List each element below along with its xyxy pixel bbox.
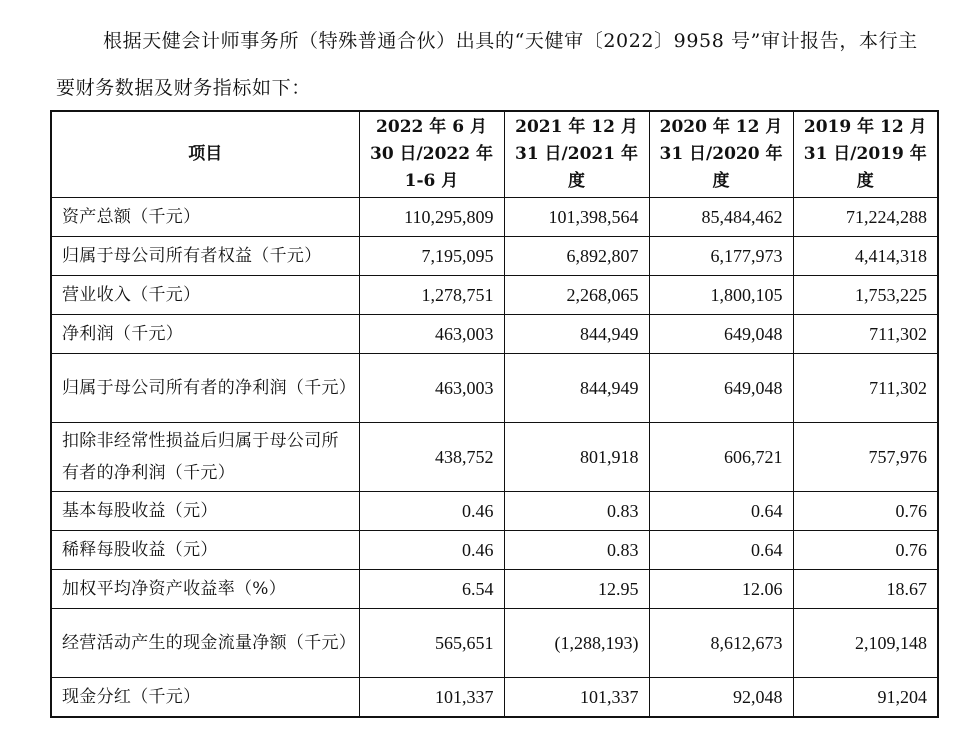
row-label: 稀释每股收益（元） xyxy=(51,531,359,570)
cell-value: 2,109,148 xyxy=(793,609,938,678)
row-label: 现金分红（千元） xyxy=(51,678,359,718)
cell-value: 6,177,973 xyxy=(649,237,793,276)
cell-value: 801,918 xyxy=(504,423,649,492)
cell-value: 91,204 xyxy=(793,678,938,718)
cell-value: 649,048 xyxy=(649,315,793,354)
cell-value: 6,892,807 xyxy=(504,237,649,276)
cell-value: 0.83 xyxy=(504,492,649,531)
cell-value: 0.64 xyxy=(649,531,793,570)
cell-value: 71,224,288 xyxy=(793,198,938,237)
cell-value: 0.76 xyxy=(793,492,938,531)
row-label: 归属于母公司所有者的净利润（千元） xyxy=(51,354,359,423)
cell-value: 4,414,318 xyxy=(793,237,938,276)
cell-value: 18.67 xyxy=(793,570,938,609)
table-row xyxy=(51,198,938,237)
table-row xyxy=(51,315,938,354)
cell-value: 1,278,751 xyxy=(359,276,504,315)
cell-value: 1,753,225 xyxy=(793,276,938,315)
cell-value: 0.46 xyxy=(359,492,504,531)
cell-value: 85,484,462 xyxy=(649,198,793,237)
cell-value: 101,337 xyxy=(359,678,504,718)
cell-value: 711,302 xyxy=(793,354,938,423)
row-label: 归属于母公司所有者权益（千元） xyxy=(51,237,359,276)
header-2020: 2020 年 12 月 31 日/2020 年度 xyxy=(649,111,793,198)
row-label: 经营活动产生的现金流量净额（千元） xyxy=(51,609,359,678)
cell-value: 0.64 xyxy=(649,492,793,531)
cell-value: 110,295,809 xyxy=(359,198,504,237)
cell-value: 12.95 xyxy=(504,570,649,609)
cell-value: 844,949 xyxy=(504,315,649,354)
row-label: 营业收入（千元） xyxy=(51,276,359,315)
row-label: 资产总额（千元） xyxy=(51,198,359,237)
header-2021: 2021 年 12 月 31 日/2021 年度 xyxy=(504,111,649,198)
row-label: 净利润（千元） xyxy=(51,315,359,354)
row-label: 加权平均净资产收益率（%） xyxy=(51,570,359,609)
table-row xyxy=(51,354,938,423)
table-row xyxy=(51,492,938,531)
table-row xyxy=(51,570,938,609)
table-row xyxy=(51,531,938,570)
cell-value: 101,398,564 xyxy=(504,198,649,237)
table-row xyxy=(51,678,938,718)
cell-value: 606,721 xyxy=(649,423,793,492)
cell-value: 0.46 xyxy=(359,531,504,570)
cell-value: 0.76 xyxy=(793,531,938,570)
header-2019: 2019 年 12 月 31 日/2019 年度 xyxy=(793,111,938,198)
cell-value: 565,651 xyxy=(359,609,504,678)
cell-value: 6.54 xyxy=(359,570,504,609)
table-row xyxy=(51,609,938,678)
cell-value: 463,003 xyxy=(359,354,504,423)
cell-value: 92,048 xyxy=(649,678,793,718)
cell-value: 463,003 xyxy=(359,315,504,354)
cell-value: (1,288,193) xyxy=(504,609,649,678)
cell-value: 844,949 xyxy=(504,354,649,423)
table-header-row xyxy=(51,111,938,198)
header-item: 项目 xyxy=(51,111,359,198)
row-label: 扣除非经常性损益后归属于母公司所有者的净利润（千元） xyxy=(51,423,359,492)
cell-value: 8,612,673 xyxy=(649,609,793,678)
table-row xyxy=(51,237,938,276)
row-label: 基本每股收益（元） xyxy=(51,492,359,531)
table-row xyxy=(51,423,938,492)
cell-value: 101,337 xyxy=(504,678,649,718)
cell-value: 1,800,105 xyxy=(649,276,793,315)
cell-value: 7,195,095 xyxy=(359,237,504,276)
cell-value: 0.83 xyxy=(504,531,649,570)
cell-value: 649,048 xyxy=(649,354,793,423)
intro-paragraph: 根据天健会计师事务所（特殊普通合伙）出具的“天健审〔2022〕9958 号”审计报告，本行主要财务数据及财务指标如下： xyxy=(56,30,918,99)
cell-value: 2,268,065 xyxy=(504,276,649,315)
financial-data-table xyxy=(50,110,939,718)
cell-value: 438,752 xyxy=(359,423,504,492)
cell-value: 12.06 xyxy=(649,570,793,609)
table-row xyxy=(51,276,938,315)
cell-value: 711,302 xyxy=(793,315,938,354)
cell-value: 757,976 xyxy=(793,423,938,492)
header-2022h1: 2022 年 6 月 30 日/2022 年 1-6 月 xyxy=(359,111,504,198)
